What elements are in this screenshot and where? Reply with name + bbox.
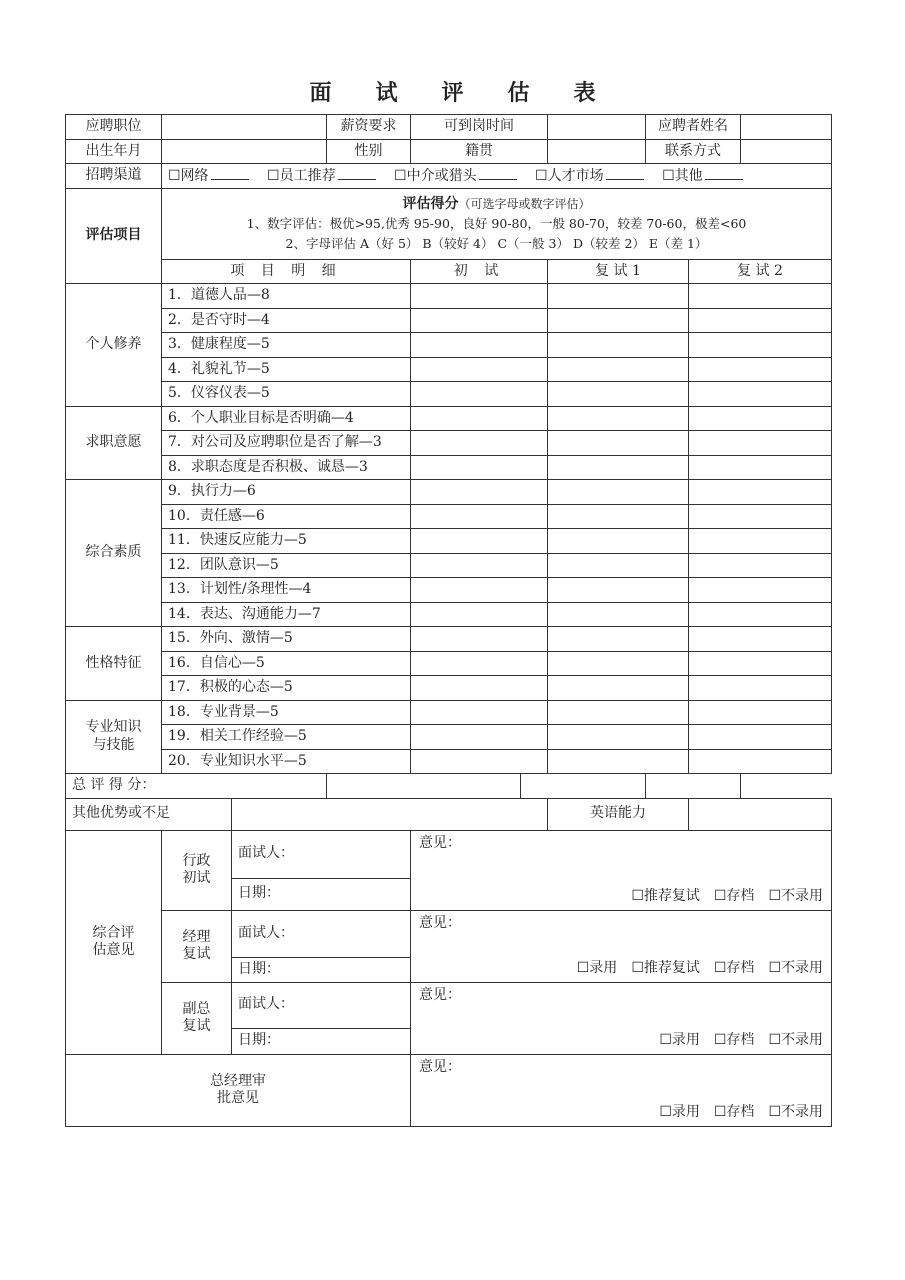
round-name: 行政 初试 [162, 830, 232, 910]
item-detail: 6．个人职业目标是否明确—4 [162, 406, 411, 431]
letter-rule: 2、字母评估 A（好 5） B（较好 4） C（一般 3） D（较差 2） E（差 1） [285, 235, 708, 251]
score-first[interactable] [411, 676, 548, 701]
channel-option[interactable]: ☐其他 [662, 168, 743, 184]
checkbox-option[interactable]: ☐推荐复试 [631, 888, 700, 904]
title-char: 试 [375, 80, 398, 106]
native-field[interactable] [548, 139, 646, 164]
score-second[interactable] [548, 284, 689, 309]
interviewer-label: 面试人： [232, 910, 411, 957]
round-name: 副总 复试 [162, 982, 232, 1054]
name-field[interactable] [741, 115, 832, 140]
col-third: 复 试 2 [689, 259, 832, 284]
date-label: 日期： [232, 1028, 411, 1054]
item-detail: 3．健康程度—5 [162, 333, 411, 358]
round-options [631, 888, 823, 906]
gm-options [659, 1104, 823, 1122]
score-label: 评估得分 [402, 195, 459, 212]
salary-label: 薪资要求 [327, 115, 411, 140]
opinion-cell[interactable]: 意见： ☐推荐复试 ☐存档 ☐不录用 [411, 830, 832, 910]
item-detail: 14．表达、沟通能力—7 [162, 602, 411, 627]
name-label: 应聘者姓名 [646, 115, 741, 140]
checkbox-option[interactable]: ☐不录用 [768, 1032, 823, 1048]
score-third[interactable] [689, 578, 832, 603]
score-first[interactable] [411, 529, 548, 554]
channel-option[interactable]: ☐员工推荐 [267, 168, 376, 184]
item-detail: 13．计划性/条理性—4 [162, 578, 411, 603]
score-first[interactable] [411, 602, 548, 627]
checkbox-option[interactable]: ☐录用 [659, 1032, 700, 1048]
score-first[interactable] [411, 504, 548, 529]
channel-options [162, 164, 832, 189]
item-detail: 12．团队意识—5 [162, 553, 411, 578]
score-third[interactable] [689, 406, 832, 431]
checkbox-option[interactable]: ☐不录用 [768, 960, 823, 976]
score-second[interactable] [548, 504, 689, 529]
interviewer-label: 面试人： [232, 830, 411, 878]
score-second[interactable] [548, 602, 689, 627]
score-second[interactable] [548, 308, 689, 333]
score-second[interactable] [548, 700, 689, 725]
score-second[interactable] [548, 382, 689, 407]
score-third[interactable] [689, 284, 832, 309]
score-first[interactable] [411, 455, 548, 480]
group-label: 性格特征 [66, 627, 162, 701]
score-first[interactable] [411, 700, 548, 725]
evaluation-form [65, 114, 832, 1127]
checkbox-option[interactable]: ☐存档 [713, 1104, 755, 1120]
item-detail: 8．求职态度是否积极、诚恳—3 [162, 455, 411, 480]
score-third[interactable] [689, 627, 832, 652]
date-label: 日期： [232, 957, 411, 982]
date-label: 日期： [232, 878, 411, 910]
score-second[interactable] [548, 480, 689, 505]
position-label: 应聘职位 [66, 115, 162, 140]
score-first[interactable] [411, 308, 548, 333]
score-third[interactable] [689, 480, 832, 505]
item-detail: 18．专业背景—5 [162, 700, 411, 725]
score-second[interactable] [548, 406, 689, 431]
interviewer-label: 面试人： [232, 982, 411, 1028]
score-third[interactable] [689, 333, 832, 358]
round-options [577, 960, 823, 978]
opinion-cell[interactable]: 意见： ☐录用 ☐存档 ☐不录用 [411, 1054, 832, 1126]
checkbox-option[interactable]: ☐不录用 [768, 1104, 823, 1120]
score-second[interactable] [548, 651, 689, 676]
title-char: 表 [573, 80, 596, 106]
score-third[interactable] [689, 676, 832, 701]
score-third[interactable] [689, 504, 832, 529]
item-detail: 2．是否守时—4 [162, 308, 411, 333]
score-first[interactable] [411, 553, 548, 578]
col-second: 复 试 1 [548, 259, 689, 284]
group-label: 个人修养 [66, 284, 162, 407]
checkbox-option[interactable]: ☐存档 [713, 888, 755, 904]
available-field[interactable] [548, 115, 646, 140]
available-label: 可到岗时间 [411, 115, 548, 140]
opinion-cell[interactable]: 意见： ☐录用 ☐推荐复试 ☐存档 ☐不录用 [411, 910, 832, 982]
score-third[interactable] [689, 382, 832, 407]
gm-label: 总经理审 批意见 [66, 1054, 411, 1126]
score-third[interactable] [689, 455, 832, 480]
score-first[interactable] [411, 480, 548, 505]
score-second[interactable] [548, 749, 689, 774]
item-detail: 19．相关工作经验—5 [162, 725, 411, 750]
score-third[interactable] [689, 700, 832, 725]
score-note: （可选字母或数字评估） [458, 196, 591, 211]
item-detail: 4．礼貌礼节—5 [162, 357, 411, 382]
score-third[interactable] [689, 357, 832, 382]
score-first[interactable] [411, 382, 548, 407]
score-second[interactable] [548, 357, 689, 382]
total-second[interactable] [521, 774, 646, 799]
score-second[interactable] [548, 529, 689, 554]
score-second[interactable] [548, 455, 689, 480]
score-third[interactable] [689, 431, 832, 456]
score-first[interactable] [411, 357, 548, 382]
score-first[interactable] [411, 284, 548, 309]
score-third[interactable] [689, 308, 832, 333]
birth-label: 出生年月 [66, 139, 162, 164]
item-detail: 15．外向、激情—5 [162, 627, 411, 652]
score-first[interactable] [411, 333, 548, 358]
overall-label: 综合评 估意见 [66, 830, 162, 1054]
score-third[interactable] [689, 553, 832, 578]
assessment-header [162, 188, 832, 259]
score-first[interactable] [411, 651, 548, 676]
item-detail: 5．仪容仪表—5 [162, 382, 411, 407]
item-detail: 10．责任感—6 [162, 504, 411, 529]
english-label: 英语能力 [548, 798, 689, 830]
channel-label: 招聘渠道 [66, 164, 162, 189]
numeric-rule: 1、数字评估：极优>95,优秀 95-90，良好 90-80，一般 80-70，较差 70-60，极差<60 [246, 216, 747, 232]
checkbox-option[interactable]: ☐录用 [659, 1104, 700, 1120]
channel-option[interactable]: ☐人才市场 [535, 168, 644, 184]
item-detail: 20．专业知识水平—5 [162, 749, 411, 774]
score-third[interactable] [689, 602, 832, 627]
channel-option[interactable]: ☐网络 [168, 168, 249, 184]
score-first[interactable] [411, 725, 548, 750]
group-label: 求职意愿 [66, 406, 162, 480]
other-field[interactable] [232, 798, 548, 830]
score-third[interactable] [689, 529, 832, 554]
score-first[interactable] [411, 431, 548, 456]
score-second[interactable] [548, 553, 689, 578]
score-second[interactable] [548, 333, 689, 358]
opinion-cell[interactable]: 意见： ☐录用 ☐存档 ☐不录用 [411, 982, 832, 1054]
other-label: 其他优势或不足 [66, 798, 232, 830]
score-first[interactable] [411, 406, 548, 431]
item-detail: 1．道德人品—8 [162, 284, 411, 309]
title-char: 评 [441, 80, 464, 106]
score-first[interactable] [411, 578, 548, 603]
group-label: 综合素质 [66, 480, 162, 627]
checkbox-option[interactable]: ☐推荐复试 [631, 960, 700, 976]
score-first[interactable] [411, 627, 548, 652]
checkbox-option[interactable]: ☐不录用 [768, 888, 823, 904]
total-first[interactable] [327, 774, 521, 799]
checkbox-option[interactable]: ☐存档 [713, 1032, 755, 1048]
score-third[interactable] [689, 725, 832, 750]
checkbox-option[interactable]: ☐存档 [713, 960, 755, 976]
score-second[interactable] [548, 725, 689, 750]
birth-field[interactable] [162, 139, 327, 164]
round-options [659, 1032, 823, 1050]
title-char: 面 [309, 80, 332, 106]
total-third[interactable] [646, 774, 741, 799]
score-third[interactable] [689, 651, 832, 676]
score-first[interactable] [411, 749, 548, 774]
contact-field[interactable] [741, 139, 832, 164]
item-detail: 9．执行力—6 [162, 480, 411, 505]
score-second[interactable] [548, 627, 689, 652]
item-detail: 7．对公司及应聘职位是否了解—3 [162, 431, 411, 456]
col-first: 初 试 [411, 259, 548, 284]
gender-label: 性别 [327, 139, 411, 164]
native-label: 籍贯 [411, 139, 548, 164]
title-char: 估 [507, 80, 530, 106]
item-detail: 16．自信心—5 [162, 651, 411, 676]
round-name: 经理 复试 [162, 910, 232, 982]
assessment-item-label: 评估项目 [66, 188, 162, 284]
col-detail: 项 目 明 细 [162, 259, 411, 284]
group-label: 专业知识 与技能 [66, 700, 162, 774]
score-second[interactable] [548, 676, 689, 701]
score-third[interactable] [689, 749, 832, 774]
english-field[interactable] [689, 798, 832, 830]
score-second[interactable] [548, 431, 689, 456]
checkbox-option[interactable]: ☐录用 [576, 960, 618, 976]
item-detail: 17．积极的心态—5 [162, 676, 411, 701]
score-second[interactable] [548, 578, 689, 603]
contact-label: 联系方式 [646, 139, 741, 164]
channel-option[interactable]: ☐中介或猎头 [394, 168, 517, 184]
total-label: 总 评 得 分： [66, 774, 327, 799]
position-field[interactable] [162, 115, 327, 140]
page-title [0, 76, 905, 107]
item-detail: 11．快速反应能力—5 [162, 529, 411, 554]
